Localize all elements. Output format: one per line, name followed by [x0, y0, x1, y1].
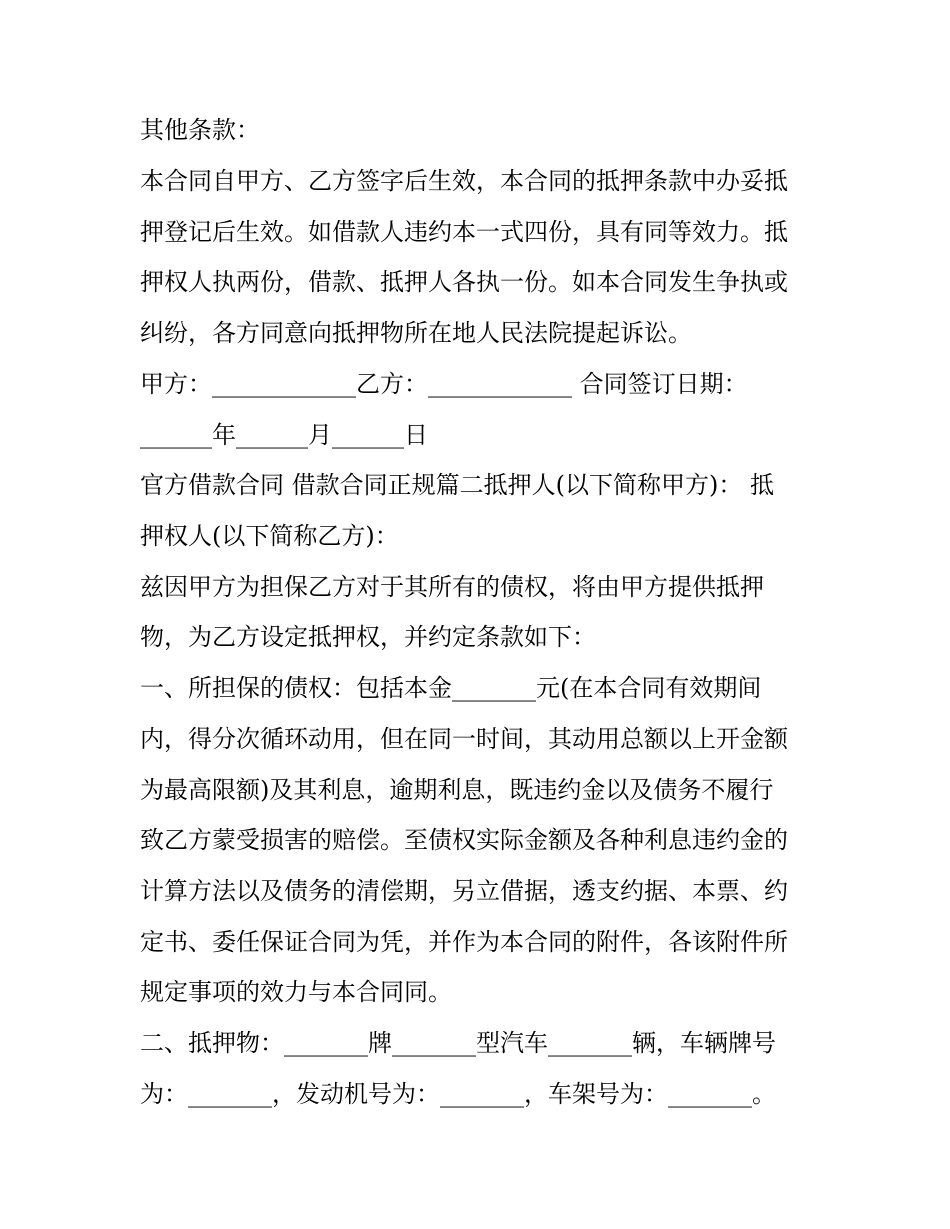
text-line: 本合同自甲方、乙方签字后生效，本合同的抵押条款中办妥抵 [140, 167, 788, 195]
text-line: 兹因甲方为担保乙方对于其所有的债权，将由甲方提供抵押 [140, 573, 764, 601]
text-line: 押权人(以下简称乙方)： [140, 522, 399, 550]
text-line: 押权人执两份，借款、抵押人各执一份。如本合同发生争执或 [140, 268, 788, 296]
text-line: 计算方法以及债务的清偿期，另立借据，透支约据、本票、约 [140, 877, 788, 905]
text-line: 定书、委任保证合同为凭，并作为本合同的附件，各该附件所 [140, 928, 788, 956]
text-line: 官方借款合同 借款合同正规篇二抵押人(以下简称甲方)： 抵 [140, 471, 774, 499]
text-line: 物，为乙方设定抵押权，并约定条款如下： [140, 623, 596, 651]
text-line: 纠纷，各方同意向抵押物所在地人民法院提起诉讼。 [140, 319, 692, 347]
text-line: 二、抵押物：_______牌_______型汽车_______辆，车辆牌号 [140, 1029, 776, 1057]
text-line: 为最高限额)及其利息，逾期利息，既违约金以及债务不履行 [140, 776, 774, 804]
text-line: 为：_______，发动机号为：_______，车架号为：_______。 [140, 1080, 776, 1108]
text-line: 内，得分次循环动用，但在同一时间，其动用总额以上开金额 [140, 725, 788, 753]
text-line: ______年______月______日 [140, 421, 428, 449]
text-line: 致乙方蒙受损害的赔偿。至债权实际金额及各种利息违约金的 [140, 826, 788, 854]
text-line: 甲方：____________乙方：____________ 合同签订日期： [140, 370, 748, 398]
text-line: 一、所担保的债权：包括本金_______元(在本合同有效期间 [140, 674, 762, 702]
text-line: 押登记后生效。如借款人违约本一式四份，具有同等效力。抵 [140, 218, 788, 246]
text-line: 规定事项的效力与本合同同。 [140, 978, 452, 1006]
text-line: 其他条款： [140, 116, 260, 144]
